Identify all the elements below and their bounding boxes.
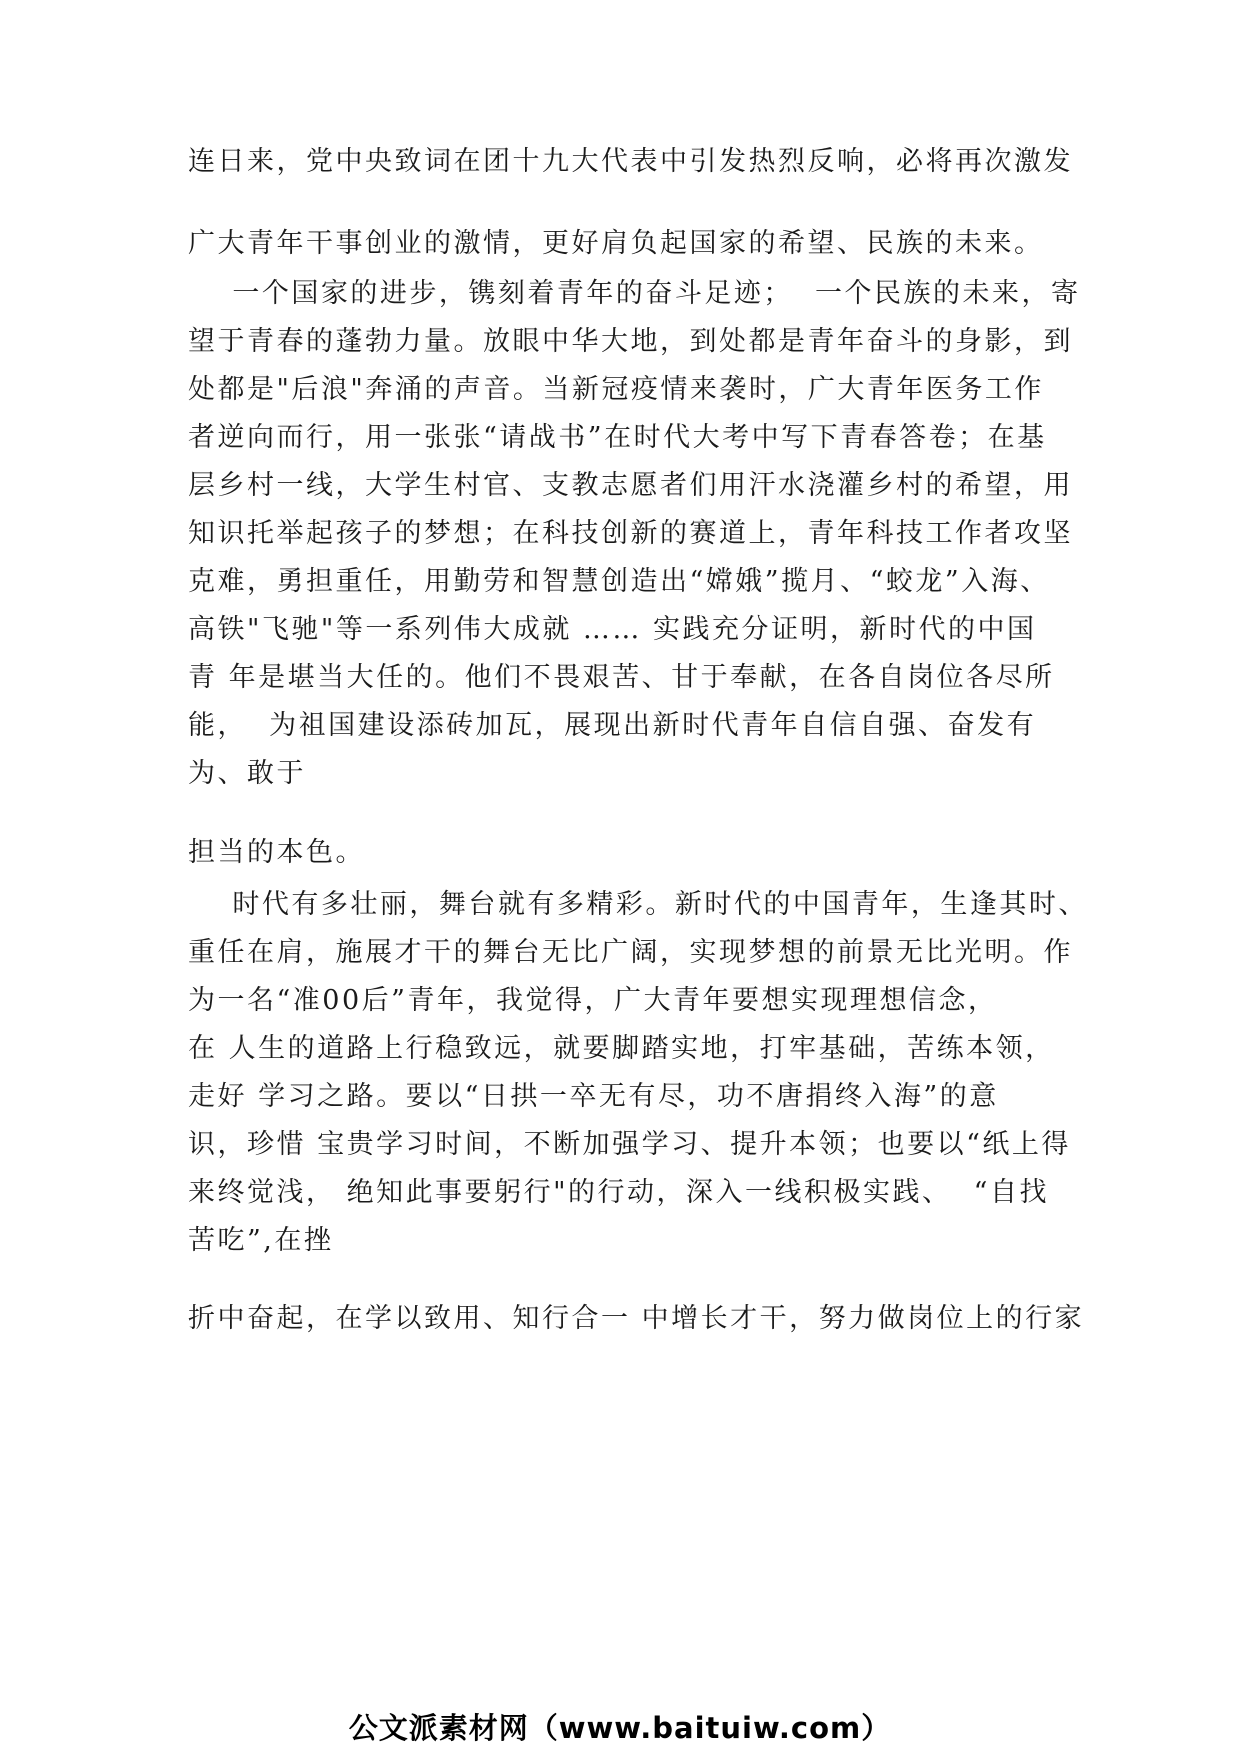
paragraph-line: 折中奋起，在学以致用、知行合一 中增长才干，努力做岗位上的行家 — [188, 1303, 1085, 1334]
paragraph-line: 在 人生的道路上行稳致远，就要脚踏实地，打牢基础，苦练本领， — [188, 1033, 1055, 1064]
paragraph-line: 重任在肩，施展才干的舞台无比广阔，实现梦想的前景无比光明。作 — [188, 937, 1073, 968]
paragraph-line: 来终觉浅， 绝知此事要躬行"的行动，深入一线积极实践、 “自找 — [188, 1177, 1049, 1208]
paragraph-line: 走好 学习之路。要以“日拱一卒无有尽，功不唐捐终入海”的意 — [188, 1081, 999, 1112]
paragraph-line: 青 年是堪当大任的。他们不畏艰苦、甘于奉献，在各自岗位各尽所 — [188, 662, 1055, 693]
paragraph-line: 连日来，党中央致词在团十九大代表中引发热烈反响，必将再次激发 — [188, 146, 1073, 177]
paragraph-line: 望于青春的蓬勃力量。放眼中华大地，到处都是青年奋斗的身影，到 — [188, 326, 1073, 357]
paragraph-line: 克难，勇担重任，用勤劳和智慧创造出“嫦娥”揽月、“蛟龙”入海、 — [188, 566, 1050, 597]
paragraph-line: 识，珍惜 宝贵学习时间，不断加强学习、提升本领；也要以“纸上得 — [188, 1129, 1071, 1160]
paragraph-line: 者逆向而行，用一张张“请战书”在时代大考中写下青春答卷；在基 — [188, 422, 1047, 453]
paragraph-line: 为一名“准00后”青年，我觉得，广大青年要想实现理想信念， — [188, 985, 998, 1016]
paragraph-line: 能， 为祖国建设添砖加瓦，展现出新时代青年自信自强、奋发有 — [188, 710, 1037, 741]
paragraph-line: 广大青年干事创业的激情，更好肩负起国家的希望、民族的未来。 — [188, 228, 1044, 259]
paragraph-line: 时代有多壮丽，舞台就有多精彩。新时代的中国青年，生逢其时、 — [188, 889, 1088, 920]
paragraph-line: 层乡村一线，大学生村官、支教志愿者们用汗水浇灌乡村的希望，用 — [188, 470, 1073, 501]
paragraph-line: 高铁"飞驰"等一系列伟大成就 …… 实践充分证明，新时代的中国 — [188, 614, 1037, 645]
paragraph-line: 苦吃”,在挫 — [188, 1225, 334, 1256]
paragraph-line: 知识托举起孩子的梦想；在科技创新的赛道上，青年科技工作者攻坚 — [188, 518, 1073, 549]
paragraph-line: 为、敢于 — [188, 758, 306, 789]
paragraph-line: 担当的本色。 — [188, 837, 365, 868]
paragraph-line: 处都是"后浪"奔涌的声音。当新冠疫情来袭时，广大青年医务工作 — [188, 374, 1044, 405]
footer-watermark: 公文派素材网（www.baituiw.com） — [348, 1711, 892, 1745]
paragraph-line: 一个国家的进步，镌刻着青年的奋斗足迹； 一个民族的未来，寄 — [188, 278, 1081, 309]
